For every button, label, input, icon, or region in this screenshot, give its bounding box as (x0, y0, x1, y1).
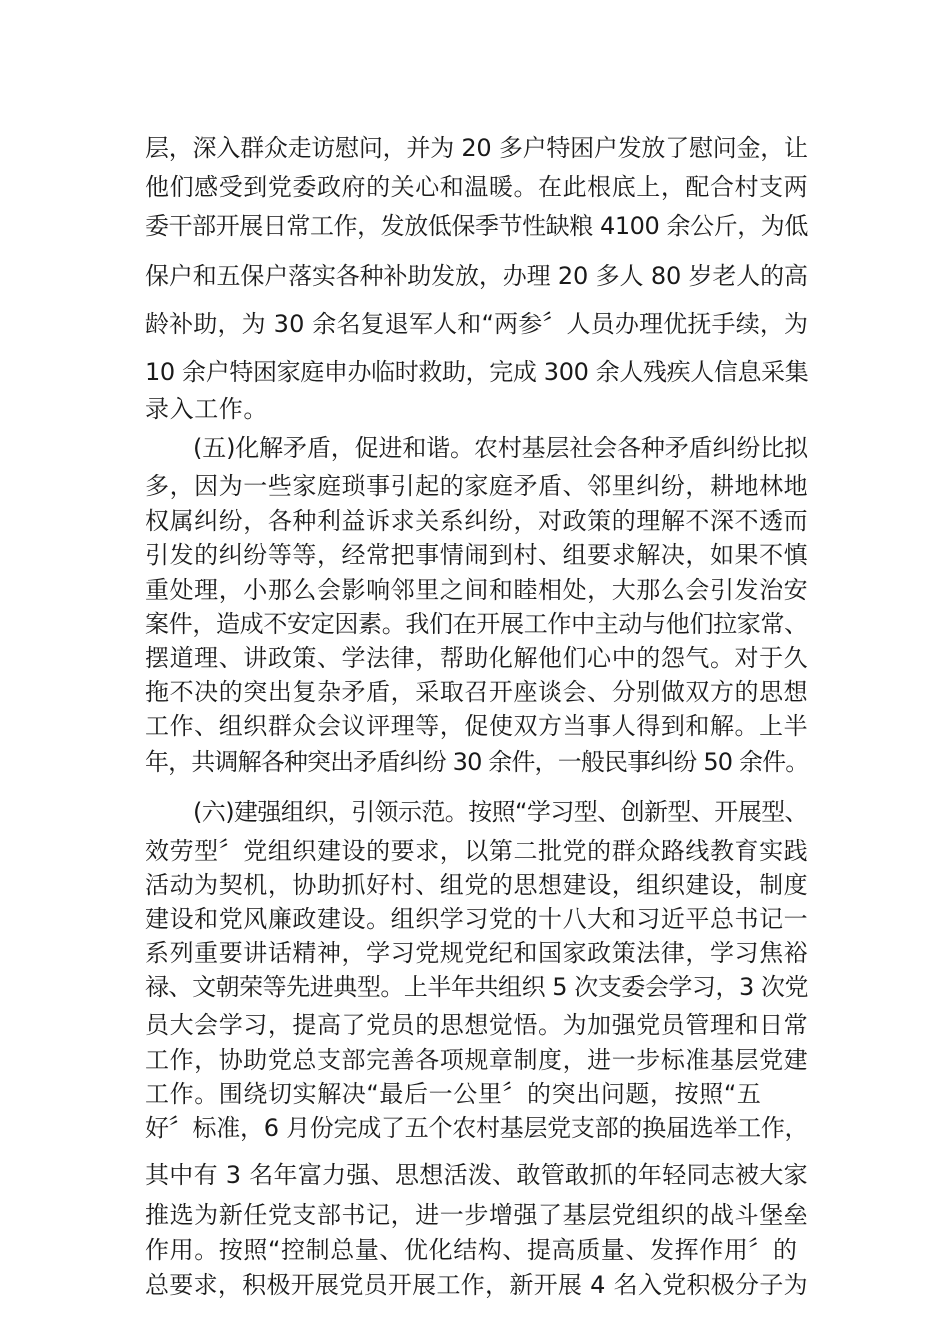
text-line: 工作、组织群众会议评理等，促使双方当事人得到和解。上半 (145, 712, 809, 740)
text-line: 总要求，积极开展党员开展工作，新开展 4 名入党积极分子为 (145, 1271, 808, 1299)
text-line: 建设和党风廉政建设。组织学习党的十八大和习近平总书记一 (145, 905, 809, 933)
text-line: 活动为契机，协助抓好村、组党的思想建设，组织建设，制度 (145, 871, 809, 899)
text-line: 摆道理、讲政策、学法律，帮助化解他们心中的怨气。对于久 (145, 644, 809, 672)
text-line: 工作。围绕切实解决“最后一公里〞的突出问题，按照“五 (145, 1080, 762, 1108)
text-line: 多，因为一些家庭琐事引起的家庭矛盾、邻里纠纷，耕地林地 (145, 472, 809, 500)
text-line: 重处理，小那么会影响邻里之间和睦相处，大那么会引发治安 (145, 576, 809, 604)
text-line: 作用。按照“控制总量、优化结构、提高质量、发挥作用〞的 (145, 1236, 798, 1264)
text-line: 他们感受到党委政府的关心和温暖。在此根底上，配合村支两 (145, 173, 809, 201)
paragraph-heading-line: (六)建强组织，引领示范。按照“学习型、创新型、开展型、 (193, 798, 808, 826)
text-line: 工作，协助党总支部完善各项规章制度，进一步标准基层党建 (145, 1046, 809, 1074)
text-line: 禄、文朝荣等先进典型。上半年共组织 5 次支委会学习，3 次党 (145, 973, 809, 1001)
text-line: 委干部开展日常工作，发放低保季节性缺粮 4100 余公斤，为低 (145, 212, 808, 240)
paragraph-heading-line: (五)化解矛盾，促进和谐。农村基层社会各种矛盾纠纷比拟 (193, 434, 808, 462)
text-line: 案件，造成不安定因素。我们在开展工作中主动与他们拉家常、 (145, 610, 808, 638)
text-line: 效劳型〞党组织建设的要求，以第二批党的群众路线教育实践 (145, 837, 809, 865)
text-line: 引发的纠纷等等，经常把事情闹到村、组要求解决，如果不慎 (145, 541, 809, 569)
text-line: 拖不决的突出复杂矛盾，采取召开座谈会、分别做双方的思想 (145, 678, 809, 706)
text-line: 权属纠纷，各种利益诉求关系纠纷，对政策的理解不深不透而 (145, 507, 809, 535)
text-line: 推选为新任党支部书记，进一步增强了基层党组织的战斗堡垒 (145, 1201, 809, 1229)
text-line: 年，共调解各种突出矛盾纠纷 30 余件，一般民事纠纷 50 余件。 (145, 748, 809, 776)
text-line: 员大会学习，提高了党员的思想觉悟。为加强党员管理和日常 (145, 1011, 809, 1039)
text-line: 龄补助，为 30 余名复退军人和“两参〞人员办理优抚手续，为 (145, 310, 809, 338)
text-line: 系列重要讲话精神，学习党规党纪和国家政策法律，学习焦裕 (145, 939, 809, 967)
text-line: 好〞标准，6 月份完成了五个农村基层党支部的换届选举工作， (145, 1114, 809, 1142)
text-line: 层，深入群众走访慰问，并为 20 多户特困户发放了慰问金，让 (145, 134, 808, 162)
text-line: 保户和五保户落实各种补助发放，办理 20 多人 80 岁老人的高 (145, 262, 808, 290)
text-line: 10 余户特困家庭申办临时救助，完成 300 余人残疾人信息采集 (145, 358, 809, 386)
text-line: 录入工作。 (145, 395, 268, 423)
text-line: 其中有 3 名年富力强、思想活泼、敢管敢抓的年轻同志被大家 (145, 1161, 808, 1189)
